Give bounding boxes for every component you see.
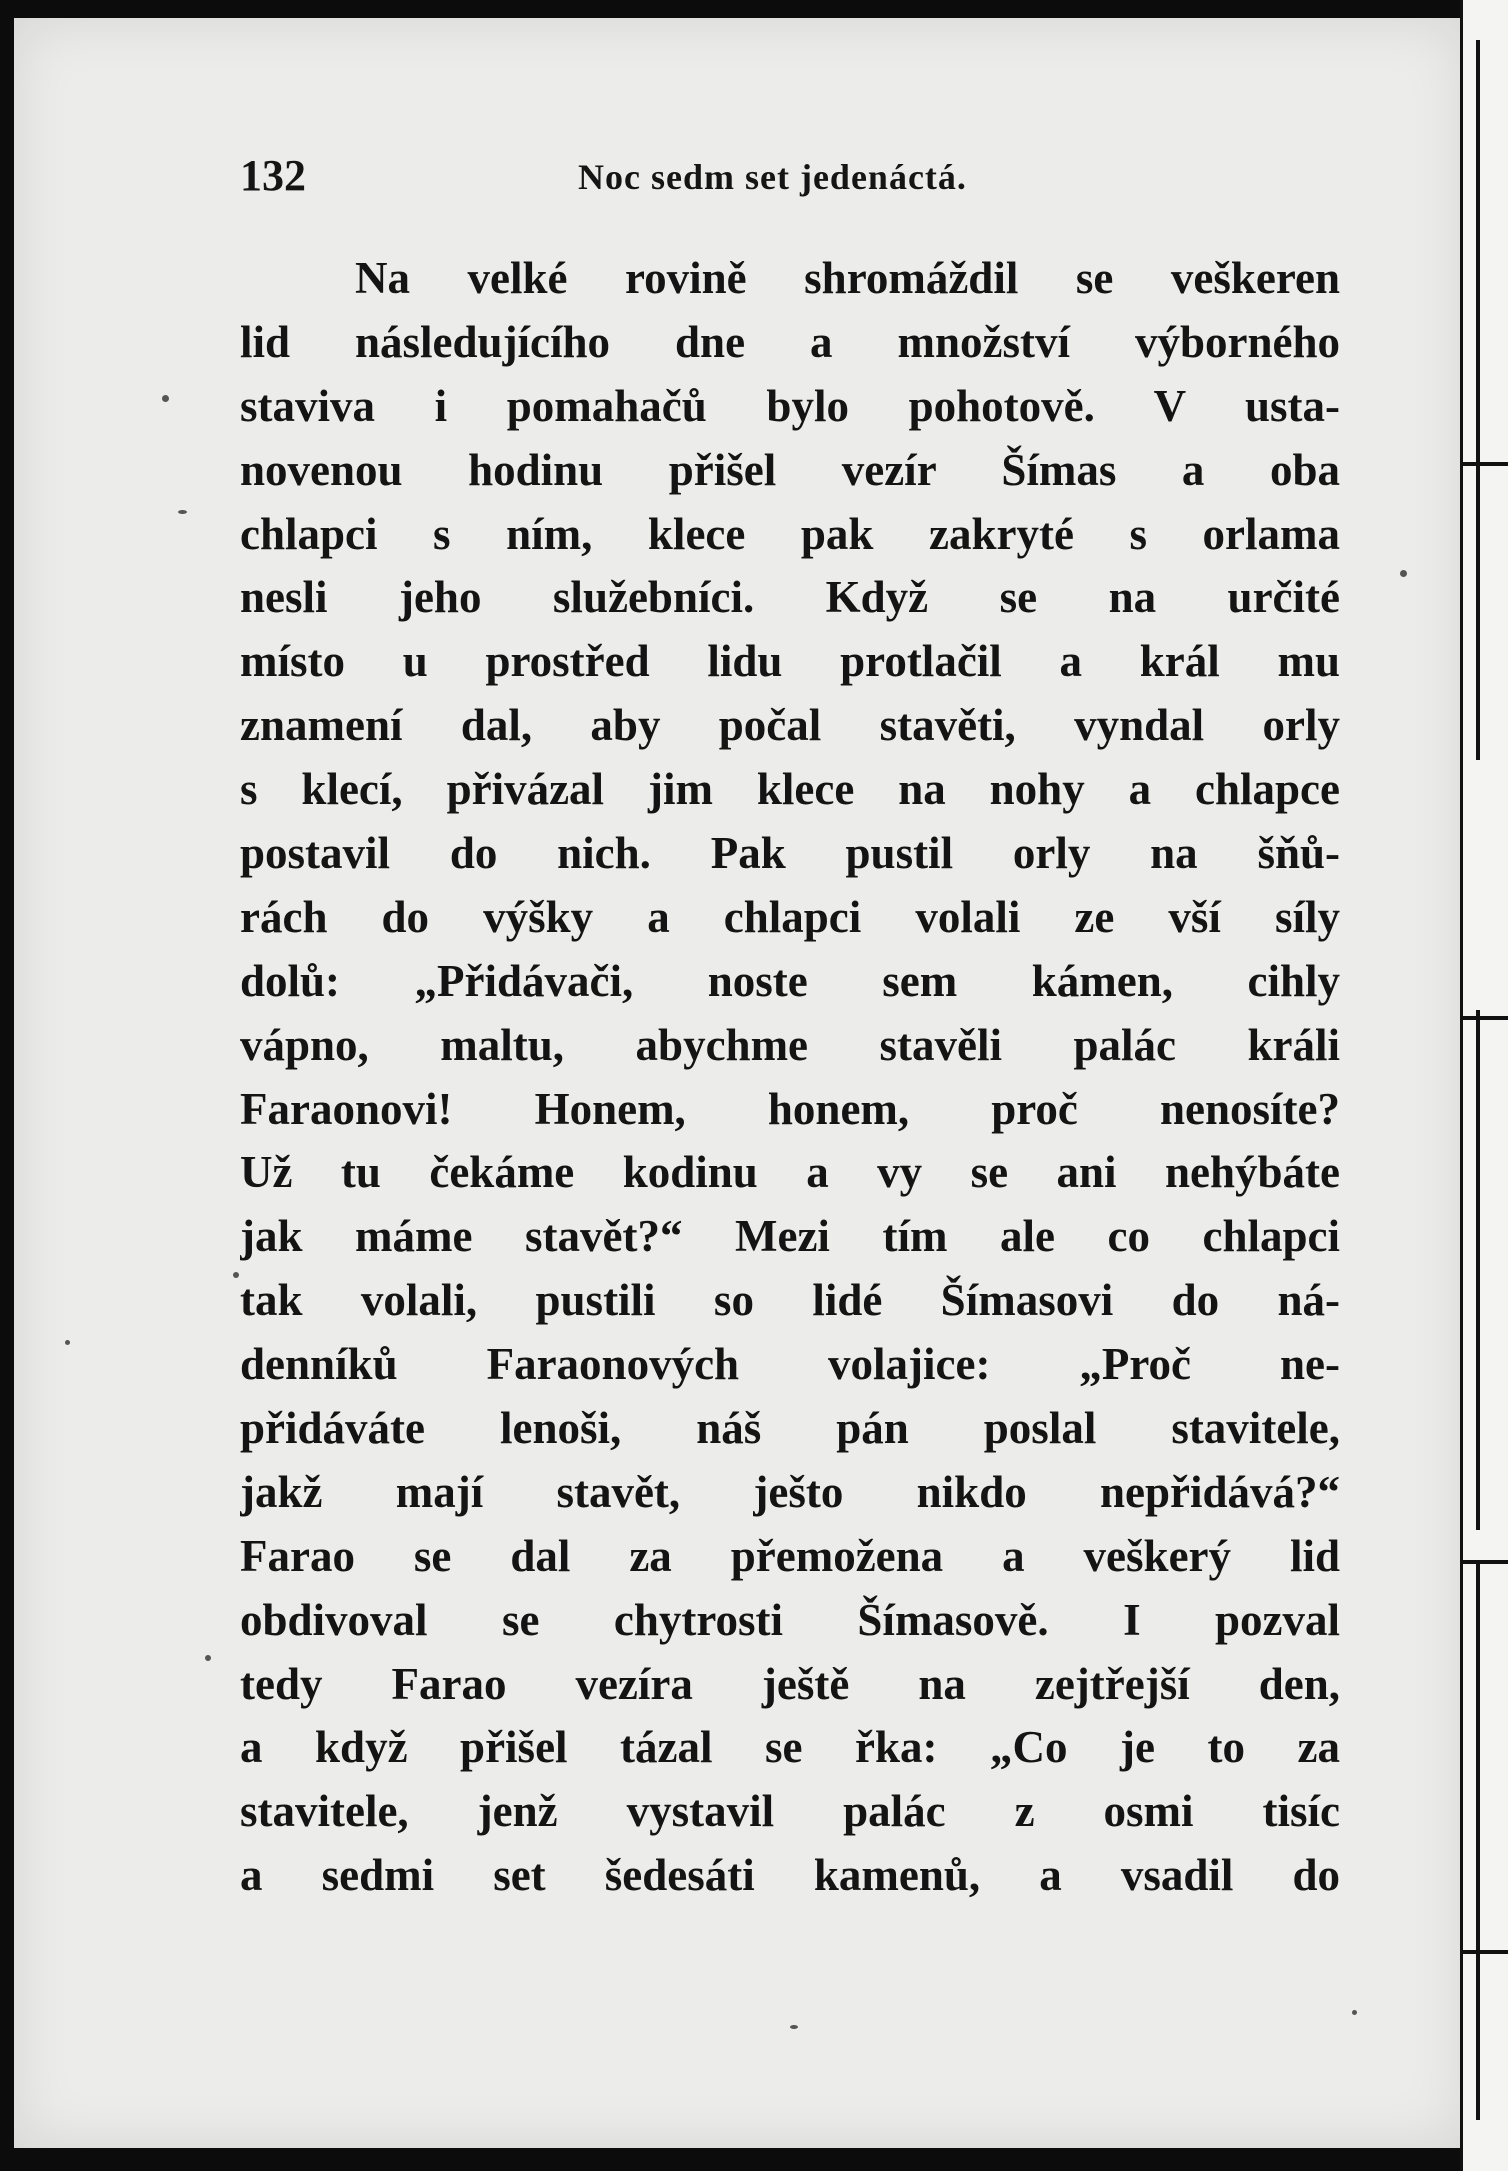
running-header xyxy=(240,150,1340,210)
text-line: znamení dal, aby počal stavěti, vyndal orly xyxy=(240,700,1340,751)
adjacent-page-edge xyxy=(1460,0,1508,2171)
text-line: jak máme stavět?“ Mezi tím ale co chlapci xyxy=(240,1211,1340,1262)
text-line: a sedmi set šedesáti kamenů, a vsadil do xyxy=(240,1850,1340,1901)
paper-speck xyxy=(162,395,169,402)
edge-tick-1 xyxy=(1460,462,1508,466)
text-line: chlapci s ním, klece pak zakryté s orlama xyxy=(240,508,1340,559)
text-line: staviva i pomahačů bylo pohotově. V usta- xyxy=(240,380,1340,431)
text-line: přidáváte lenoši, náš pán poslal stavitele, xyxy=(240,1403,1340,1454)
text-line: denníků Faraonových volajice: „Proč ne- xyxy=(240,1339,1340,1390)
text-line: dolů: „Přidávači, noste sem kámen, cihly xyxy=(240,955,1340,1006)
text-line: vápno, maltu, abychme stavěli palác králi xyxy=(240,1019,1340,1070)
paper-speck xyxy=(205,1655,211,1661)
text-line: místo u prostřed lidu protlačil a král mu xyxy=(240,636,1340,687)
paper-speck xyxy=(65,1340,70,1345)
text-line: novenou hodinu přišel vezír Šímas a oba xyxy=(240,444,1340,495)
text-line: lid následujícího dne a množství výborného xyxy=(240,316,1340,367)
text-line: tak volali, pustili so lidé Šímasovi do ná- xyxy=(240,1275,1340,1326)
paper-speck xyxy=(1400,570,1407,577)
edge-tick-3 xyxy=(1460,1560,1508,1564)
text-line: nesli jeho služebníci. Když se na určité xyxy=(240,572,1340,623)
text-line: a když přišel tázal se řka: „Co je to za xyxy=(240,1722,1340,1773)
paper-speck xyxy=(1352,2010,1357,2015)
text-line: jakž mají stavět, ješto nikdo nepřidává?“ xyxy=(240,1466,1340,1517)
text-line: Faraonovi! Honem, honem, proč nenosíte? xyxy=(240,1083,1340,1134)
text-line: Na velké rovině shromáždil se veškeren xyxy=(355,253,1340,303)
text-line: tedy Farao vezíra ještě na zejtřejší den, xyxy=(240,1658,1340,1709)
text-line: rách do výšky a chlapci volali ze vší síly xyxy=(240,891,1340,942)
paper-speck xyxy=(233,1272,239,1278)
paper-speck xyxy=(178,510,187,514)
edge-tick-4 xyxy=(1460,1950,1508,1954)
edge-rule-bottom xyxy=(1476,1560,1480,2120)
text-line: Farao se dal za přemožena a veškerý lid xyxy=(240,1530,1340,1581)
page-number: 132 xyxy=(240,151,306,200)
running-title: Noc sedm set jedenáctá. xyxy=(578,157,967,197)
text-line: stavitele, jenž vystavil palác z osmi tisíc xyxy=(240,1786,1340,1837)
body-text xyxy=(240,247,1340,1908)
edge-tick-2 xyxy=(1460,1016,1508,1020)
text-line: postavil do nich. Pak pustil orly na šňů- xyxy=(240,828,1340,879)
paper-speck xyxy=(790,2025,798,2029)
edge-rule-top xyxy=(1476,40,1480,760)
text-line: Už tu čekáme kodinu a vy se ani nehýbáte xyxy=(240,1147,1340,1198)
text-line: s klecí, přivázal jim klece na nohy a chlapce xyxy=(240,764,1340,815)
text-line: obdivoval se chytrosti Šímasově. I pozval xyxy=(240,1594,1340,1645)
edge-rule-middle xyxy=(1476,1010,1480,1530)
